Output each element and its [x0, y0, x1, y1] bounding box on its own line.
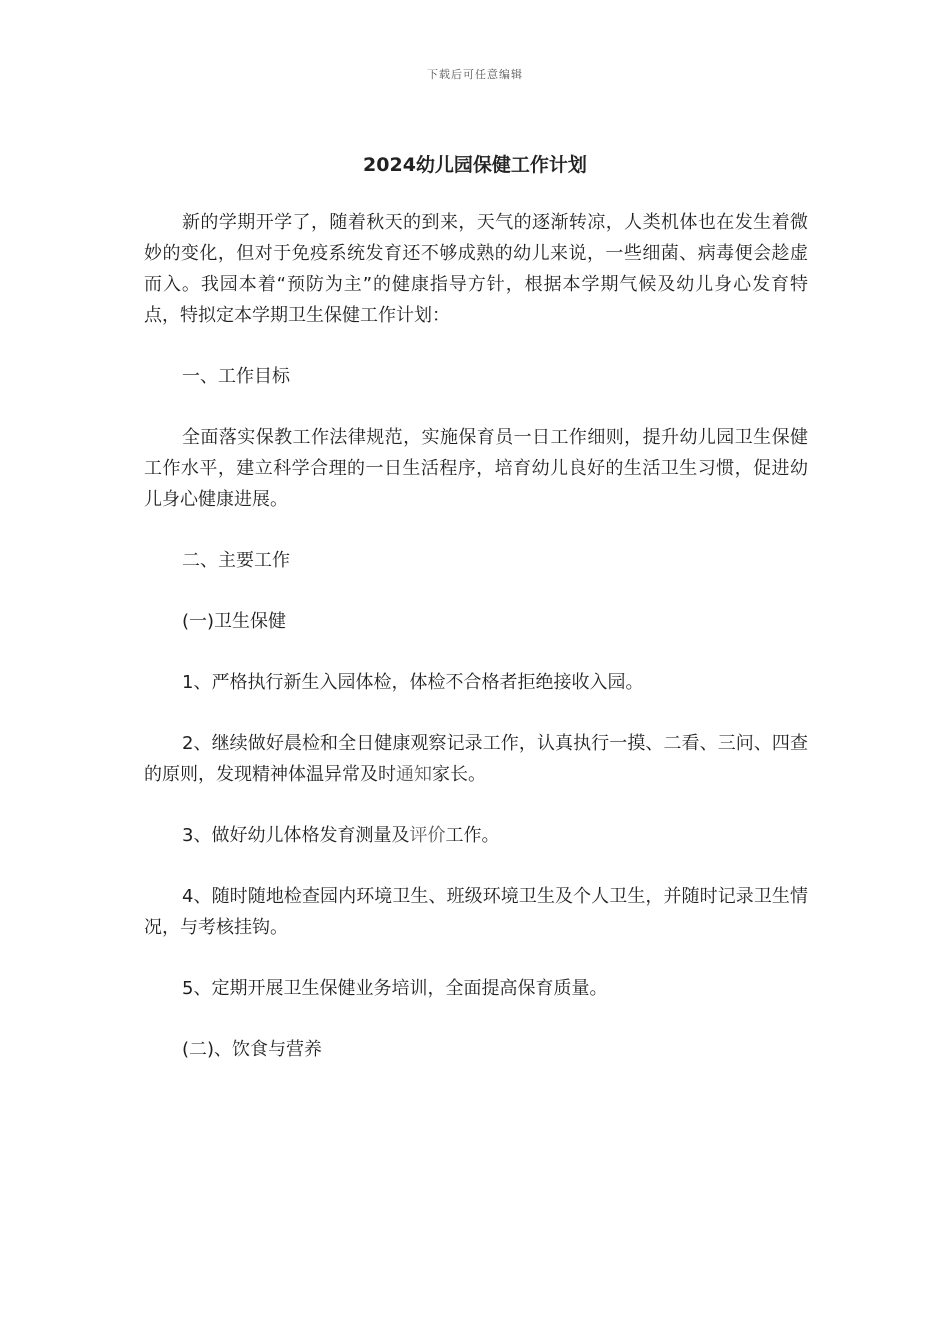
notify-link[interactable]: 通知: [396, 764, 432, 785]
subsection-1-heading: (一)卫生保健: [182, 611, 287, 632]
evaluation-link[interactable]: 评价: [409, 825, 446, 846]
document-title: 2024幼儿园保健工作计划: [363, 154, 587, 176]
list-item-2-text-end: 家长。: [432, 764, 486, 785]
page-header-note: 下载后可任意编辑: [427, 68, 523, 81]
subsection-2-heading: (二)、饮食与营养: [182, 1039, 323, 1060]
list-item-2-text: 2、继续做好晨检和全日健康观察记录工作，认真执行一摸、二看、三问、四查的原则，发现精神体温异常及时: [144, 733, 808, 785]
list-item-2: [144, 728, 808, 790]
document-body: [144, 207, 808, 1095]
list-item-1: 1、严格执行新生入园体检，体检不合格者拒绝接收入园。: [182, 672, 644, 693]
list-item-5: 5、定期开展卫生保健业务培训，全面提高保育质量。: [182, 978, 608, 999]
section-2-heading: 二、主要工作: [182, 550, 290, 571]
list-item-4: 4、随时随地检查园内环境卫生、班级环境卫生及个人卫生，并随时记录卫生情况，与考核挂钩。: [144, 886, 808, 938]
section-1-heading: 一、工作目标: [182, 366, 290, 387]
list-item-3: [144, 820, 808, 851]
section-1-paragraph: 全面落实保教工作法律规范，实施保育员一日工作细则，提升幼儿园卫生保健工作水平，建立科学合理的一日生活程序，培育幼儿良好的生活卫生习惯，促进幼儿身心健康进展。: [144, 427, 808, 510]
list-item-3-text: 3、做好幼儿体格发育测量及: [182, 825, 410, 846]
intro-paragraph: 新的学期开学了，随着秋天的到来，天气的逐渐转凉，人类机体也在发生着微妙的变化，但对于免疫系统发育还不够成熟的幼儿来说，一些细菌、病毒便会趁虚而入。我园本着“预防为主”的健康指导方针，根据本学期气候及幼儿身心发育特点，特拟定本学期卫生保健工作计划：: [144, 212, 808, 326]
list-item-3-text-end: 工作。: [445, 825, 500, 846]
